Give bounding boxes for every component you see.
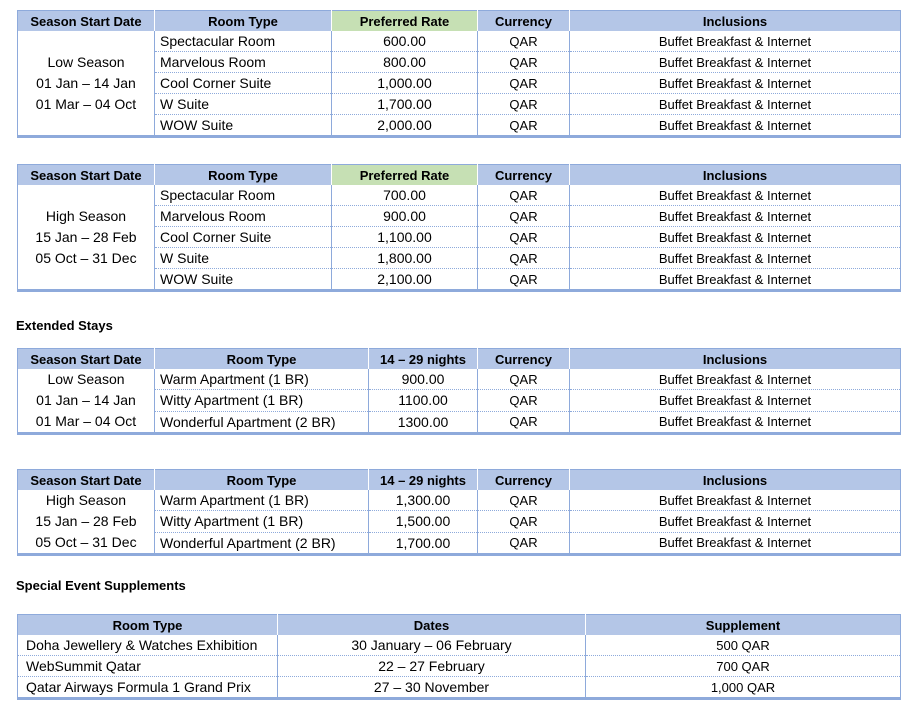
inclusions-cell: Buffet Breakfast & Internet	[570, 411, 901, 433]
room-type-cell: Cool Corner Suite	[155, 227, 332, 248]
currency-header: Currency	[478, 349, 570, 370]
season-header: Season Start Date	[18, 470, 155, 491]
currency-cell: QAR	[478, 227, 570, 248]
room-type-cell: Spectacular Room	[155, 185, 332, 206]
inclusions-cell: Buffet Breakfast & Internet	[570, 369, 901, 390]
event-name-cell: WebSummit Qatar	[18, 656, 278, 677]
room-type-cell: Marvelous Room	[155, 52, 332, 73]
rate-cell: 700.00	[332, 185, 478, 206]
supplement-cell: 500 QAR	[586, 635, 901, 656]
currency-cell: QAR	[478, 115, 570, 137]
currency-cell: QAR	[478, 206, 570, 227]
low-season-rates-table	[17, 10, 901, 138]
room-type-cell: Wonderful Apartment (2 BR)	[155, 411, 369, 433]
supplement-cell: 1,000 QAR	[586, 677, 901, 699]
season-cell	[18, 369, 155, 434]
season-range: 01 Mar – 04 Oct	[35, 413, 137, 429]
room-type-header: Room Type	[155, 11, 332, 32]
season-header: Season Start Date	[18, 165, 155, 186]
room-type-cell: Witty Apartment (1 BR)	[155, 511, 369, 532]
currency-cell: QAR	[478, 532, 570, 554]
season-name: High Season	[45, 492, 127, 508]
room-type-cell: Warm Apartment (1 BR)	[155, 490, 369, 511]
inclusions-header: Inclusions	[570, 470, 901, 491]
currency-header: Currency	[478, 470, 570, 491]
supplement-cell: 700 QAR	[586, 656, 901, 677]
rate-cell: 800.00	[332, 52, 478, 73]
room-type-cell: W Suite	[155, 248, 332, 269]
nights-header: 14 – 29 nights	[369, 349, 478, 370]
season-name: Low Season	[47, 371, 125, 387]
inclusions-cell: Buffet Breakfast & Internet	[570, 490, 901, 511]
season-range: 01 Mar – 04 Oct	[35, 95, 137, 112]
season-header: Season Start Date	[18, 11, 155, 32]
currency-cell: QAR	[478, 490, 570, 511]
currency-cell: QAR	[478, 269, 570, 291]
season-name: Low Season	[47, 53, 125, 70]
rate-cell: 2,000.00	[332, 115, 478, 137]
table-header-row	[18, 615, 901, 636]
rate-cell: 1300.00	[369, 411, 478, 433]
currency-cell: QAR	[478, 248, 570, 269]
currency-cell: QAR	[478, 390, 570, 411]
preferred-rate-header: Preferred Rate	[332, 11, 478, 32]
season-range: 05 Oct – 31 Dec	[35, 249, 137, 266]
special-events-heading: Special Event Supplements	[16, 578, 186, 593]
season-cell	[18, 31, 155, 137]
inclusions-cell: Buffet Breakfast & Internet	[570, 115, 901, 137]
room-type-cell: Warm Apartment (1 BR)	[155, 369, 369, 390]
room-type-cell: Witty Apartment (1 BR)	[155, 390, 369, 411]
event-name-cell: Qatar Airways Formula 1 Grand Prix	[18, 677, 278, 699]
rate-cell: 1100.00	[369, 390, 478, 411]
currency-header: Currency	[478, 11, 570, 32]
room-type-cell: Wonderful Apartment (2 BR)	[155, 532, 369, 554]
extended-low-season-table	[17, 348, 901, 435]
table-row	[18, 656, 901, 677]
currency-cell: QAR	[478, 94, 570, 115]
room-type-cell: W Suite	[155, 94, 332, 115]
rate-cell: 1,800.00	[332, 248, 478, 269]
currency-header: Currency	[478, 165, 570, 186]
inclusions-cell: Buffet Breakfast & Internet	[570, 185, 901, 206]
inclusions-cell: Buffet Breakfast & Internet	[570, 511, 901, 532]
event-dates-cell: 22 – 27 February	[278, 656, 586, 677]
inclusions-header: Inclusions	[570, 11, 901, 32]
room-type-cell: Cool Corner Suite	[155, 73, 332, 94]
inclusions-header: Inclusions	[570, 165, 901, 186]
table-header-row	[18, 11, 901, 32]
room-type-cell: WOW Suite	[155, 269, 332, 291]
table-header-row	[18, 165, 901, 186]
season-name: High Season	[45, 207, 127, 224]
supplement-header: Supplement	[586, 615, 901, 636]
event-dates-cell: 27 – 30 November	[278, 677, 586, 699]
rate-cell: 2,100.00	[332, 269, 478, 291]
rate-cell: 1,500.00	[369, 511, 478, 532]
inclusions-cell: Buffet Breakfast & Internet	[570, 390, 901, 411]
extended-stays-heading: Extended Stays	[16, 318, 113, 333]
currency-cell: QAR	[478, 411, 570, 433]
season-range: 01 Jan – 14 Jan	[36, 74, 136, 91]
inclusions-cell: Buffet Breakfast & Internet	[570, 532, 901, 554]
high-season-rates-table	[17, 164, 901, 292]
currency-cell: QAR	[478, 31, 570, 52]
season-cell	[18, 185, 155, 291]
season-range: 01 Jan – 14 Jan	[36, 392, 136, 408]
currency-cell: QAR	[478, 511, 570, 532]
table-row	[18, 31, 901, 52]
event-dates-cell: 30 January – 06 February	[278, 635, 586, 656]
rate-cell: 1,000.00	[332, 73, 478, 94]
season-range: 05 Oct – 31 Dec	[35, 534, 137, 550]
season-header: Season Start Date	[18, 349, 155, 370]
inclusions-cell: Buffet Breakfast & Internet	[570, 227, 901, 248]
table-header-row	[18, 470, 901, 491]
event-room-type-header: Room Type	[18, 615, 278, 636]
inclusions-cell: Buffet Breakfast & Internet	[570, 94, 901, 115]
currency-cell: QAR	[478, 369, 570, 390]
room-type-cell: Marvelous Room	[155, 206, 332, 227]
inclusions-cell: Buffet Breakfast & Internet	[570, 206, 901, 227]
rate-cell: 600.00	[332, 31, 478, 52]
inclusions-cell: Buffet Breakfast & Internet	[570, 73, 901, 94]
currency-cell: QAR	[478, 73, 570, 94]
inclusions-cell: Buffet Breakfast & Internet	[570, 31, 901, 52]
rate-cell: 1,100.00	[332, 227, 478, 248]
table-header-row	[18, 349, 901, 370]
room-type-cell: WOW Suite	[155, 115, 332, 137]
season-range: 15 Jan – 28 Feb	[35, 513, 137, 529]
table-row	[18, 490, 901, 511]
rate-cell: 1,300.00	[369, 490, 478, 511]
special-events-table	[17, 614, 901, 700]
nights-header: 14 – 29 nights	[369, 470, 478, 491]
inclusions-cell: Buffet Breakfast & Internet	[570, 52, 901, 73]
season-range: 15 Jan – 28 Feb	[35, 228, 137, 245]
room-type-header: Room Type	[155, 349, 369, 370]
rate-cell: 1,700.00	[369, 532, 478, 554]
table-row	[18, 185, 901, 206]
season-cell	[18, 490, 155, 555]
inclusions-cell: Buffet Breakfast & Internet	[570, 248, 901, 269]
room-type-header: Room Type	[155, 470, 369, 491]
rate-cell: 900.00	[369, 369, 478, 390]
table-row	[18, 677, 901, 699]
currency-cell: QAR	[478, 52, 570, 73]
rate-cell: 900.00	[332, 206, 478, 227]
preferred-rate-header: Preferred Rate	[332, 165, 478, 186]
room-type-cell: Spectacular Room	[155, 31, 332, 52]
table-row	[18, 635, 901, 656]
table-row	[18, 369, 901, 390]
inclusions-cell: Buffet Breakfast & Internet	[570, 269, 901, 291]
currency-cell: QAR	[478, 185, 570, 206]
inclusions-header: Inclusions	[570, 349, 901, 370]
event-dates-header: Dates	[278, 615, 586, 636]
event-name-cell: Doha Jewellery & Watches Exhibition	[26, 637, 258, 653]
extended-high-season-table	[17, 469, 901, 556]
rate-cell: 1,700.00	[332, 94, 478, 115]
room-type-header: Room Type	[155, 165, 332, 186]
